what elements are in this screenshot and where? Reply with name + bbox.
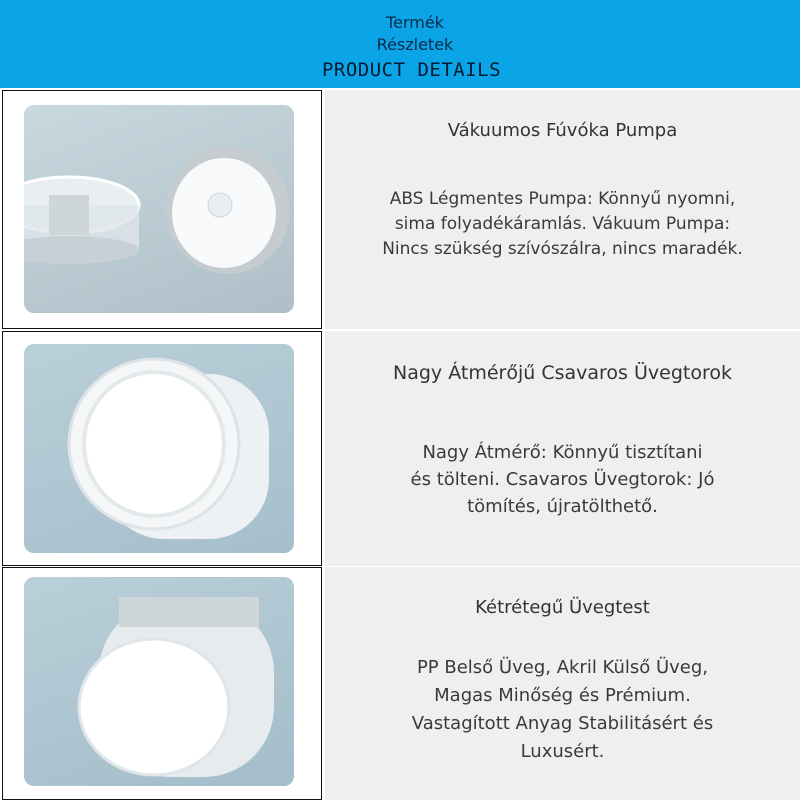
desc-line: tömítés, újratölthető.: [467, 496, 658, 517]
desc-line: Magas Minőség és Prémium.: [434, 685, 691, 706]
feature-text-panel: [325, 90, 800, 329]
feature-description: [325, 187, 800, 262]
image-frame: [2, 331, 322, 566]
neck-product-photo: [24, 344, 294, 553]
desc-line: és tölteni. Csavaros Üvegtorok: Jó: [410, 469, 715, 490]
feature-title: Vákuumos Fúvóka Pumpa: [447, 120, 678, 141]
body-product-photo: [24, 577, 294, 786]
desc-line: Nagy Átmérő: Könnyű tisztítani: [422, 442, 703, 463]
desc-line: Nincs szükség szívószálra, nincs maradék.: [382, 239, 743, 259]
desc-line: Luxusért.: [520, 741, 605, 762]
header-title-english: PRODUCT DETAILS: [321, 59, 502, 81]
feature-description: [325, 439, 800, 520]
feature-row-body: [0, 567, 800, 800]
feature-title: Nagy Átmérőjű Csavaros Üvegtorok: [393, 362, 732, 384]
image-frame: [2, 567, 322, 800]
pump-product-photo: [24, 105, 294, 313]
desc-line: sima folyadékáramlás. Vákuum Pumpa:: [394, 214, 731, 234]
desc-line: ABS Légmentes Pumpa: Könnyű nyomni,: [389, 189, 736, 209]
feature-text-panel: [325, 567, 800, 800]
feature-description: [325, 654, 800, 766]
header-title-line2: Részletek: [376, 35, 454, 54]
image-frame: [2, 90, 322, 329]
feature-row-pump: [0, 90, 800, 329]
desc-line: PP Belső Üveg, Akril Külső Üveg,: [416, 657, 709, 678]
feature-text-panel: [325, 331, 800, 566]
header-banner: [0, 0, 800, 88]
desc-line: Vastagított Anyag Stabilitásért és: [411, 713, 714, 734]
header-title-line1: Termék: [386, 13, 444, 32]
feature-title: Kétrétegű Üvegtest: [475, 597, 650, 618]
feature-row-neck: [0, 331, 800, 566]
